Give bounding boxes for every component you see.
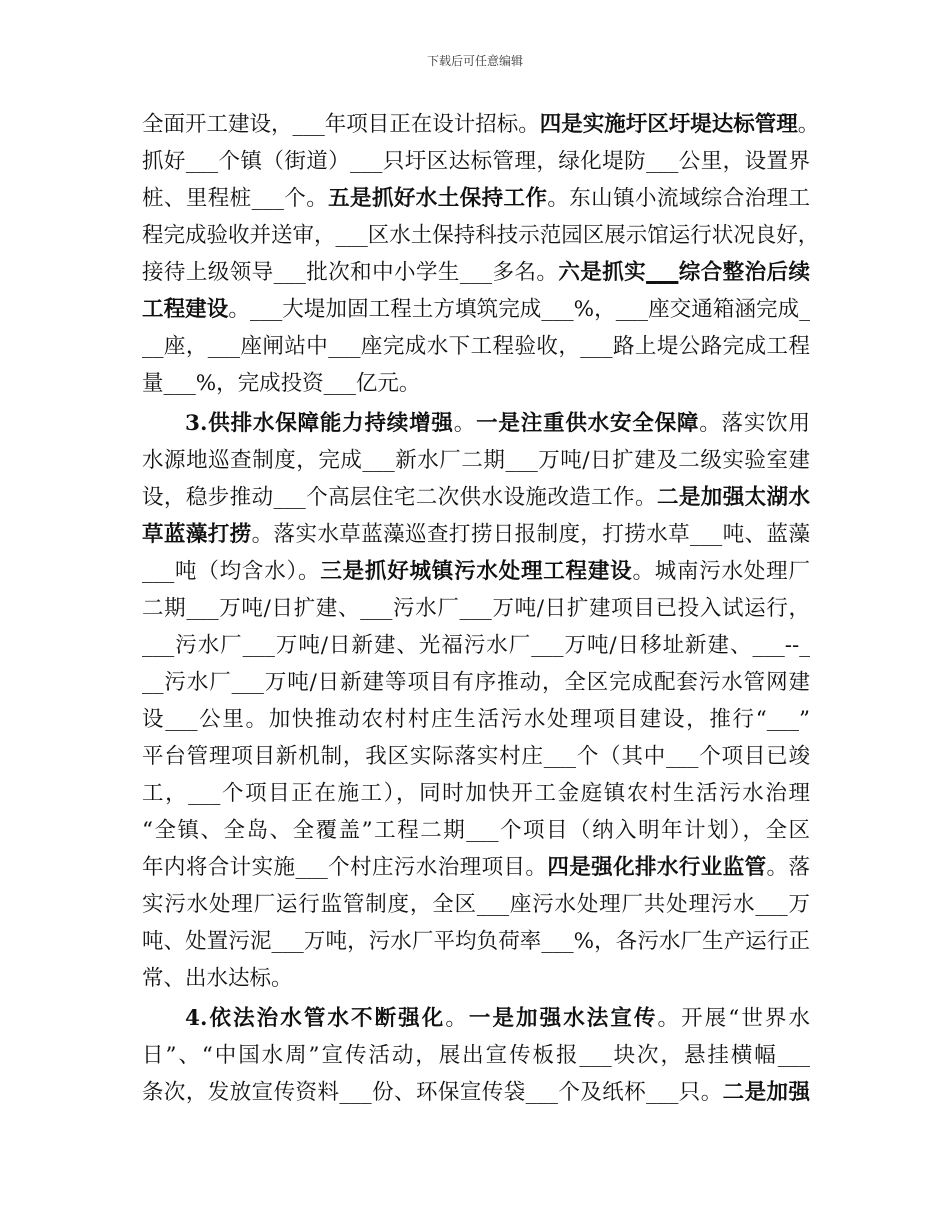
text-span: 条次，发放宣传资料___份、环保宣传袋___个及纸杯___只。	[142, 1080, 723, 1105]
bold-text: 五是抓好水土保持工作	[328, 186, 548, 211]
bold-text: 三是抓好城镇污水处理工程建设	[320, 559, 633, 584]
page-header: 下载后可任意编辑	[426, 54, 523, 68]
text-span: 。开展“世界水	[657, 1006, 810, 1031]
text-line	[142, 365, 810, 402]
text-line	[142, 960, 810, 997]
text-line	[142, 886, 810, 923]
document-body	[142, 106, 820, 1111]
text-span: 常、出水达标。	[142, 966, 293, 991]
text-line	[142, 106, 820, 143]
text-span: 程完成验收并送审，___区水土保持科技示范园区展示馆运行状况良好，	[142, 223, 820, 248]
text-span: 。东山镇小流域综合治理工	[547, 186, 810, 211]
text-line	[142, 328, 810, 365]
text-span: 接待上级领导___批次和中小学生___多名。	[142, 260, 559, 285]
bold-text: 一是加强水法宣传	[468, 1006, 658, 1031]
text-line	[142, 590, 810, 627]
text-span: 二期___万吨/日扩建、___污水厂___万吨/日扩建项目已投入试运行，	[142, 596, 810, 621]
text-line	[142, 516, 810, 553]
text-line	[142, 405, 810, 442]
text-line	[142, 254, 810, 291]
text-span: 全面开工建设，___年项目正在设计招标。	[142, 112, 540, 137]
text-span: 吨、处置污泥___万吨，污水厂平均负荷率___%，各污水厂生产运行正	[142, 929, 810, 954]
text-span: 。落实饮用	[699, 411, 810, 436]
text-span: 量___%，完成投资___亿元。	[142, 371, 421, 396]
text-line	[142, 143, 810, 180]
text-span: __座，___座闸站中___座完成水下工程验收，___路上堤公路完成工程	[142, 334, 810, 359]
bold-text: 六是抓实	[558, 260, 647, 285]
text-span: 。城南污水处理厂	[632, 559, 810, 584]
text-span: 年内将合计实施___个村庄污水治理项目。	[142, 855, 548, 880]
bold-text: 二是加强	[722, 1080, 810, 1105]
text-span: 。落实水草蓝藻巡查打捞日报制度，打捞水草___吨、蓝藻	[251, 522, 810, 547]
bold-text: 四是强化排水行业监管	[547, 855, 767, 880]
text-span: 。	[797, 112, 820, 137]
text-line	[142, 664, 810, 701]
bold-text: 一是注重供水安全保障	[476, 411, 700, 436]
bold-text: 综合整治后续	[678, 260, 810, 285]
text-span: 设___公里。加快推动农村村庄生活污水处理项目建设，推行“___”	[142, 707, 810, 732]
text-span: 。落	[766, 855, 810, 880]
text-line	[142, 812, 810, 849]
bold-text: 3.供排水保障能力持续增强	[185, 411, 454, 436]
text-line	[142, 1037, 810, 1074]
text-span: 水源地巡查制度，完成___新水厂二期___万吨/日扩建及二级实验室建	[142, 448, 810, 473]
text-span: ___污水厂___万吨/日新建、光福污水厂___万吨/日移址新建、___--_	[142, 633, 810, 658]
text-line	[142, 217, 820, 254]
text-line	[142, 180, 810, 217]
text-span: 。	[445, 1006, 469, 1031]
text-span: 平台管理项目新机制，我区实际落实村庄___个（其中___个项目已竣	[142, 744, 810, 769]
text-line	[142, 923, 810, 960]
text-span: ___吨（均含水）。	[142, 559, 321, 584]
text-span: __污水厂___万吨/日新建等项目有序推动，全区完成配套污水管网建	[142, 670, 810, 695]
text-line	[142, 291, 810, 328]
text-span: 。	[453, 411, 477, 436]
text-span: 实污水处理厂运行监管制度，全区___座污水处理厂共处理污水___万	[142, 892, 810, 917]
text-line	[142, 1074, 810, 1111]
text-line	[142, 849, 810, 886]
bold-text: 工程建设	[142, 297, 229, 322]
text-span: 抓好___个镇（街道）___只圩区达标管理，绿化堤防___公里，设置界	[142, 149, 810, 174]
text-line	[142, 553, 810, 590]
text-span: 设，稳步推动___个高层住宅二次供水设施改造工作。	[142, 485, 657, 510]
text-line	[142, 701, 810, 738]
text-line	[142, 738, 810, 775]
text-line	[142, 1000, 810, 1037]
text-span: 桩、里程桩___个。	[142, 186, 329, 211]
text-line	[142, 627, 810, 664]
bold-text: 草蓝藻打捞	[142, 522, 252, 547]
text-line	[142, 442, 810, 479]
text-line	[142, 775, 810, 812]
text-span: 日”、“中国水周”宣传活动，展出宣传板报___块次，悬挂横幅___	[142, 1043, 810, 1068]
bold-text: 二是加强太湖水	[656, 485, 810, 510]
text-span: “全镇、全岛、全覆盖”工程二期___个项目（纳入明年计划），全区	[142, 818, 810, 843]
bold-text: 四是实施圩区圩堤达标管理	[539, 112, 798, 137]
text-line	[142, 479, 810, 516]
bold-text: 4.依法治水管水不断强化	[185, 1006, 446, 1031]
bold-text: ___	[646, 260, 679, 285]
text-span: 工，___个项目正在施工），同时加快开工金庭镇农村生活污水治理	[142, 781, 810, 806]
text-span: 。___大堤加固工程土方填筑完成___%，___座交通箱涵完成_	[228, 297, 810, 322]
